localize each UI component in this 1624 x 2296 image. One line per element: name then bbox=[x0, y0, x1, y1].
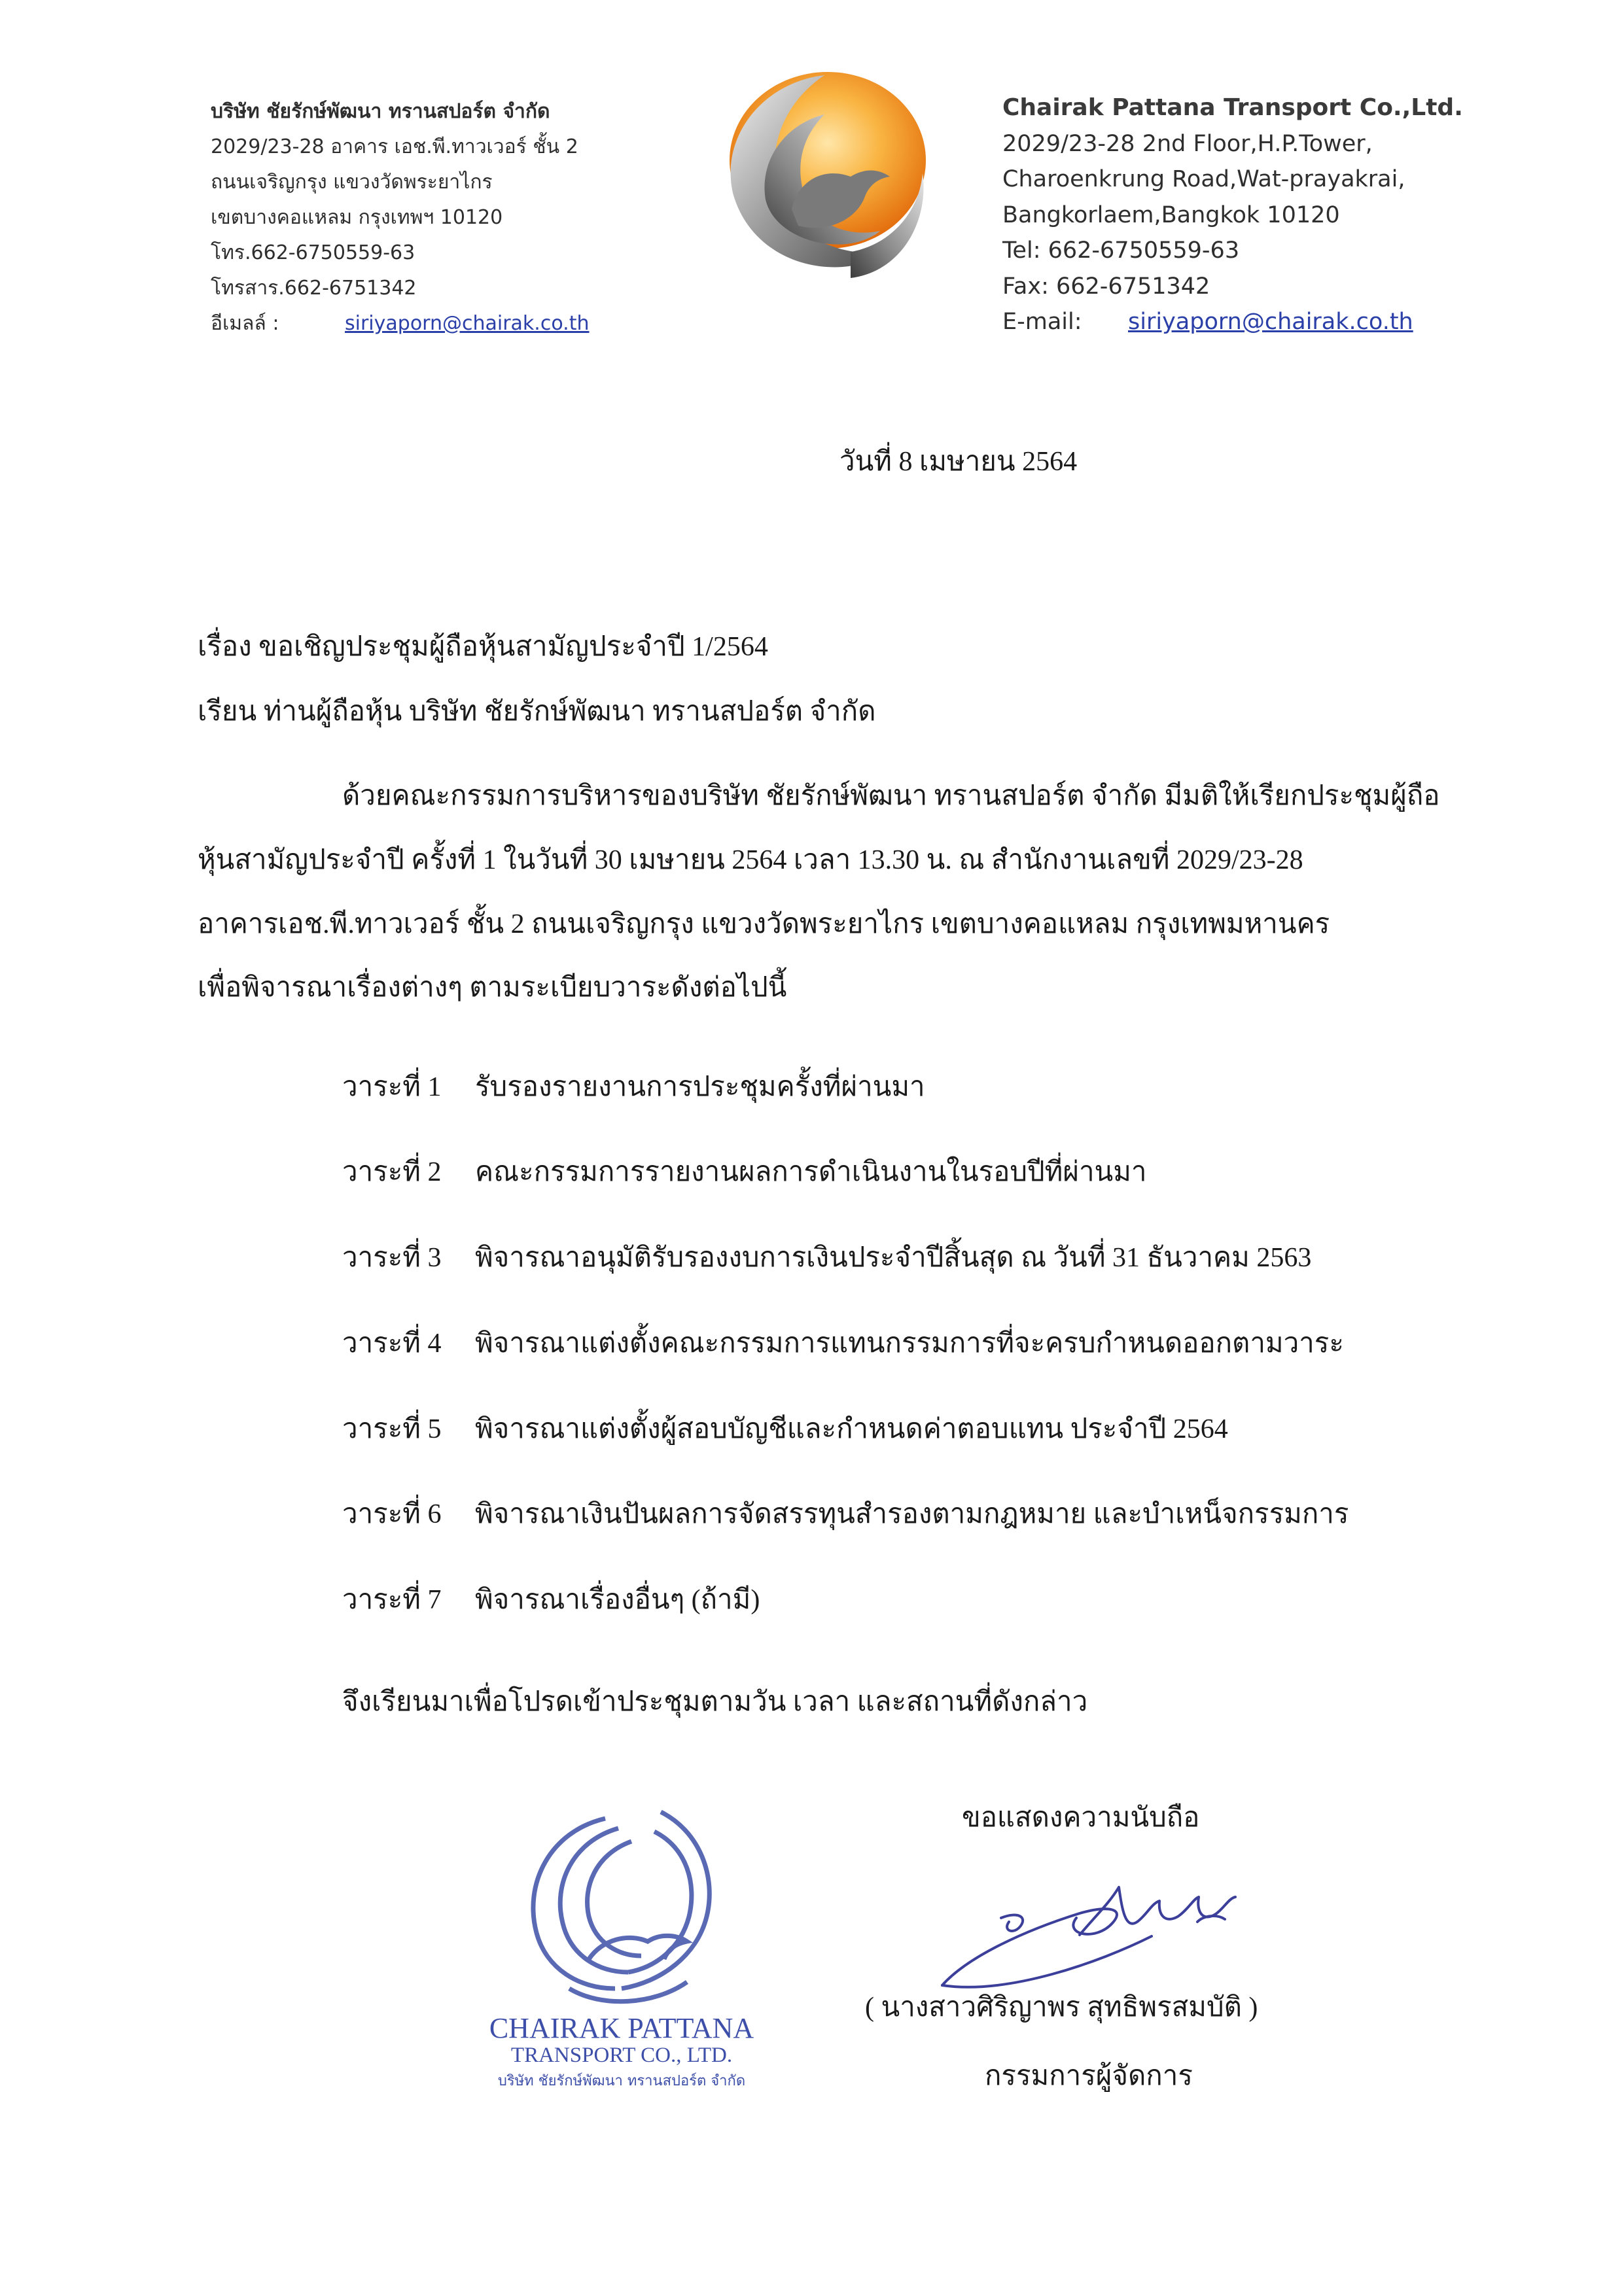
seal-text-line-2: TRANSPORT CO., LTD. bbox=[510, 2044, 733, 2067]
company-logo bbox=[694, 62, 942, 301]
agenda-number: วาระที่ 6 bbox=[342, 1499, 442, 1529]
email-label-english: E-mail: bbox=[1002, 309, 1082, 335]
company-name-english: Chairak Pattana Transport Co.,Ltd. bbox=[1002, 94, 1463, 121]
agenda-text: พิจารณาแต่งตั้งผู้สอบบัญชีและกำหนดค่าตอบแทน ประจำปี 2564 bbox=[475, 1414, 1228, 1444]
agenda-item bbox=[342, 1578, 760, 1621]
agenda-number: วาระที่ 5 bbox=[342, 1414, 442, 1444]
body-paragraph-line: เพื่อพิจารณาเรื่องต่างๆ ตามระเบียบวาระดังต่อไปนี้ bbox=[198, 973, 787, 1003]
agenda-number: วาระที่ 7 bbox=[342, 1585, 442, 1615]
signer-title: กรรมการผู้จัดการ bbox=[985, 2061, 1193, 2091]
letterhead-thai bbox=[211, 94, 589, 341]
agenda-number: วาระที่ 3 bbox=[342, 1243, 442, 1273]
agenda-text: พิจารณาเงินปันผลการจัดสรรทุนสำรองตามกฎหมาย และบำเหน็จกรรมการ bbox=[475, 1499, 1349, 1529]
email-link-thai[interactable]: siriyaporn@chairak.co.th bbox=[345, 312, 590, 335]
fax-english: Fax: 662-6751342 bbox=[1002, 273, 1210, 300]
address-line-3-thai: เขตบางคอแหลม กรุงเทพฯ 10120 bbox=[211, 206, 503, 229]
address-line-2-english: Charoenkrung Road,Wat-prayakrai, bbox=[1002, 166, 1405, 192]
letterhead-english bbox=[1002, 90, 1463, 340]
letter-subject: เรื่อง ขอเชิญประชุมผู้ถือหุ้นสามัญประจำปี 1/2564 bbox=[198, 632, 768, 662]
email-label-thai: อีเมลล์ : bbox=[211, 312, 279, 335]
agenda-text: พิจารณาเรื่องอื่นๆ (ถ้ามี) bbox=[475, 1585, 760, 1615]
phone-thai: โทร.662-6750559-63 bbox=[211, 241, 415, 264]
agenda-text: รับรองรายงานการประชุมครั้งที่ผ่านมา bbox=[475, 1072, 925, 1102]
letter-recipient: เรียน ท่านผู้ถือหุ้น บริษัท ชัยรักษ์พัฒนา ทรานสปอร์ต จำกัด bbox=[198, 697, 876, 727]
body-paragraph-line: ด้วยคณะกรรมการบริหารของบริษัท ชัยรักษ์พัฒนา ทรานสปอร์ต จำกัด มีมติให้เรียกประชุมผู้ถือ bbox=[342, 781, 1440, 811]
company-name-thai: บริษัท ชัยรักษ์พัฒนา ทรานสปอร์ต จำกัด bbox=[211, 100, 550, 123]
email-link-english[interactable]: siriyaporn@chairak.co.th bbox=[1128, 309, 1413, 335]
agenda-item bbox=[342, 1065, 925, 1108]
agenda-item bbox=[342, 1150, 1147, 1193]
body-paragraph-line: อาคารเอช.พี.ทาวเวอร์ ชั้น 2 ถนนเจริญกรุง แขวงวัดพระยาไกร เขตบางคอแหลม กรุงเทพมหานคร bbox=[198, 909, 1330, 939]
agenda-item bbox=[342, 1407, 1228, 1450]
seal-text-line-3: บริษัท ชัยรักษ์พัฒนา ทรานสปอร์ต จำกัด bbox=[497, 2073, 746, 2089]
agenda-item bbox=[342, 1236, 1311, 1279]
signer-name: ( นางสาวศิริญาพร สุทธิพรสมบัติ ) bbox=[865, 1992, 1258, 2023]
regards-line: ขอแสดงความนับถือ bbox=[962, 1803, 1200, 1833]
address-line-2-thai: ถนนเจริญกรุง แขวงวัดพระยาไกร bbox=[211, 171, 493, 194]
body-paragraph-line: หุ้นสามัญประจำปี ครั้งที่ 1 ในวันที่ 30 เมษายน 2564 เวลา 13.30 น. ณ สำนักงานเลขที่ 2029/23-28 bbox=[198, 845, 1303, 875]
email-row-english bbox=[1002, 304, 1463, 340]
company-seal-stamp bbox=[465, 1792, 779, 2103]
address-line-3-english: Bangkorlaem,Bangkok 10120 bbox=[1002, 201, 1340, 228]
agenda-item bbox=[342, 1321, 1344, 1365]
phone-english: Tel: 662-6750559-63 bbox=[1002, 237, 1240, 264]
address-line-1-thai: 2029/23-28 อาคาร เอช.พี.ทาวเวอร์ ชั้น 2 bbox=[211, 135, 578, 158]
agenda-text: คณะกรรมการรายงานผลการดำเนินงานในรอบปีที่ผ่านมา bbox=[475, 1157, 1147, 1187]
agenda-item bbox=[342, 1492, 1349, 1535]
agenda-number: วาระที่ 1 bbox=[342, 1072, 442, 1102]
seal-text-line-1: CHAIRAK PATTANA bbox=[489, 2012, 754, 2044]
closing-sentence: จึงเรียนมาเพื่อโปรดเข้าประชุมตามวัน เวลา และสถานที่ดังกล่าว bbox=[342, 1687, 1088, 1717]
agenda-text: พิจารณาแต่งตั้งคณะกรรมการแทนกรรมการที่จะครบกำหนดออกตามวาระ bbox=[475, 1329, 1344, 1359]
agenda-number: วาระที่ 4 bbox=[342, 1329, 442, 1359]
agenda-text: พิจารณาอนุมัติรับรองงบการเงินประจำปีสิ้นสุด ณ วันที่ 31 ธันวาคม 2563 bbox=[475, 1243, 1312, 1273]
fax-thai: โทรสาร.662-6751342 bbox=[211, 277, 417, 300]
letter-date: วันที่ 8 เมษายน 2564 bbox=[839, 447, 1078, 477]
email-row-thai bbox=[211, 306, 589, 341]
agenda-number: วาระที่ 2 bbox=[342, 1157, 442, 1187]
address-line-1-english: 2029/23-28 2nd Floor,H.P.Tower, bbox=[1002, 130, 1373, 157]
